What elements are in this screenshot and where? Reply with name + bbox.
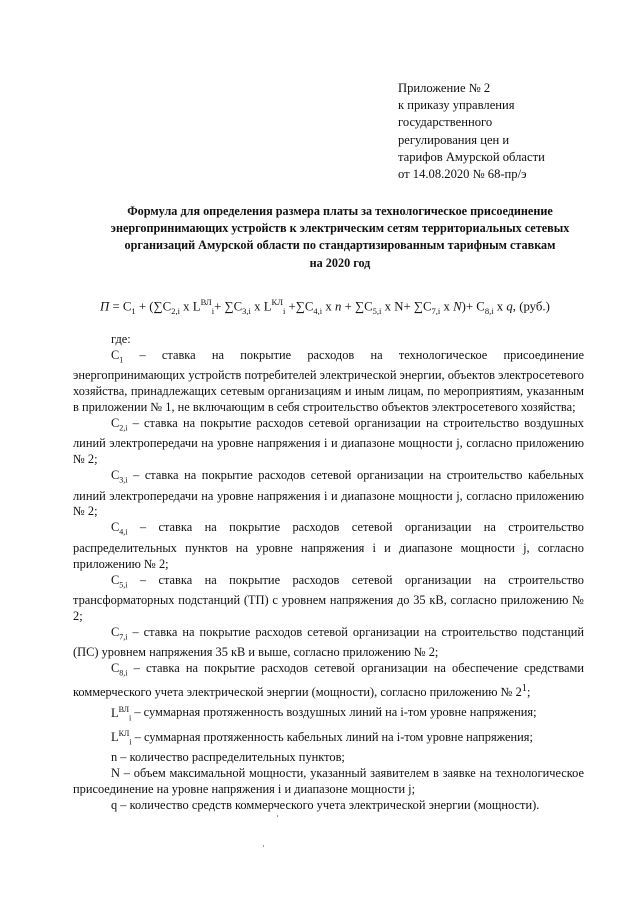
symbol-sub: 7,i xyxy=(119,632,128,642)
definition-text: – ставка на покрытие расходов сетевой организации на строительство трансформаторных подстанций (ТП) с уровнем напряжения до 35 кВ, согласно приложению № 2; xyxy=(73,572,584,623)
appendix-line: к приказу управления xyxy=(398,98,515,113)
where-label: где: xyxy=(111,332,131,346)
definition-text: – ставка на покрытие расходов сетевой организации на строительство кабельных линий электропередачи на уровне напряжения i и диапазоне мощности j, согласно приложению № 2; xyxy=(73,468,584,519)
formula-part: х L xyxy=(250,299,272,314)
formula-part: +∑C xyxy=(285,299,314,314)
formula-sub: 4,i xyxy=(313,305,323,316)
symbol: С xyxy=(111,661,120,676)
formula-part: + ∑C xyxy=(341,299,373,314)
definition-text: – суммарная протяженность воздушных линий на i-том уровне напряжения; xyxy=(131,705,537,720)
formula-sup: КЛ xyxy=(271,297,283,307)
definition-c4 xyxy=(73,520,584,572)
symbol: С xyxy=(111,347,120,362)
formula-sub: 3,i xyxy=(242,305,251,316)
title-line: энергопринимающих устройств к электрическим сетям территориальных сетевых xyxy=(110,221,570,236)
formula-part: + (∑C xyxy=(135,299,172,314)
footnote-mark: 1 xyxy=(521,683,527,695)
formula-part: )+ C xyxy=(461,299,485,314)
formula-var: q xyxy=(506,299,513,314)
appendix-line: тарифов Амурской области xyxy=(398,149,545,164)
formula-sub: 7,i xyxy=(431,305,441,316)
definition-q: q – количество средств коммерческого учета электрической энергии (мощности). xyxy=(111,798,540,813)
definition-c5 xyxy=(73,573,584,625)
formula-part: = C xyxy=(109,299,132,314)
definitions xyxy=(73,332,584,814)
scan-speck xyxy=(263,845,264,847)
definition-text: ; xyxy=(526,685,531,700)
symbol: С xyxy=(111,624,120,639)
symbol: L xyxy=(111,730,119,745)
formula-part: х xyxy=(493,299,507,314)
definition-text: – ставка на покрытие расходов сетевой организации на строительство воздушных линий электропередачи на уровне напряжения i и диапазоне мощности j, согласно приложению № 2; xyxy=(73,416,584,467)
appendix-header xyxy=(398,80,618,183)
formula-sub: i xyxy=(282,305,286,316)
definition-c3 xyxy=(73,468,584,520)
formula-part: х xyxy=(322,299,335,314)
formula-sub: 1 xyxy=(131,305,136,316)
symbol-sub: i xyxy=(129,737,132,747)
formula-part: х L xyxy=(179,299,201,314)
formula-part: , (руб.) xyxy=(512,299,550,314)
definition-c8 xyxy=(73,661,584,701)
formula-sup: ВЛ xyxy=(200,297,212,307)
definition-text: – ставка на покрытие расходов на технологическое присоединение энергопринимающих устройств потребителей электрической энергии, объектов электросетевого хозяйства, принадлежащих сетевым организациям и иным лицам, по мероприятиям, указанным в приложении № 1, не включающим в себя строительство объектов электросетевого хозяйства; xyxy=(73,347,584,415)
definition-text: – ставка на покрытие расходов сетевой организации на обеспечение средствами коммерческого учета электрической энергии (мощности), согласно приложению № 2 xyxy=(73,661,584,700)
definition-text: – суммарная протяженность кабельных линий на i-том уровне напряжения; xyxy=(131,730,533,745)
appendix-line: государственного xyxy=(398,115,493,130)
symbol-sub: 1 xyxy=(119,355,124,365)
definition-text: – ставка на покрытие расходов сетевой организации на строительство подстанций (ПС) уровнем напряжения 35 кВ и выше, согласно приложению № 2; xyxy=(73,624,584,660)
formula-part: х xyxy=(440,299,454,314)
symbol-sub: 8,i xyxy=(119,668,128,678)
symbol-sup: ВЛ xyxy=(118,704,130,714)
appendix-line: регулирования цен и xyxy=(398,132,510,147)
formula-var: n xyxy=(334,299,342,314)
symbol: С xyxy=(111,468,120,483)
formula-sub: 5,i xyxy=(372,305,382,316)
symbol-sub: 4,i xyxy=(119,527,128,537)
formula-sub: 8,i xyxy=(484,305,494,316)
definition-c1 xyxy=(73,348,584,416)
symbol: С xyxy=(111,416,120,430)
symbol: С xyxy=(111,572,120,587)
document-title xyxy=(60,203,620,272)
title-line: на 2020 год xyxy=(309,255,371,270)
definition-lkl xyxy=(73,726,584,751)
formula-lhs: П xyxy=(100,299,110,314)
title-line: организаций Амурской области по стандартизированным тарифным ставкам xyxy=(124,238,556,253)
definition-text: – ставка на покрытие расходов сетевой организации на строительство распределительных пунктов на уровне напряжения i и диапазоне мощности j, согласно приложению № 2; xyxy=(73,520,584,571)
formula-part: х N+ ∑C xyxy=(381,299,432,314)
definition-N: N – объем максимальной мощности, указанный заявителем в заявке на технологическое присоединение на уровне напряжения i и диапазоне мощности j; xyxy=(73,766,584,797)
formula-sub: 2,i xyxy=(171,305,180,316)
definition-lvl xyxy=(73,701,584,726)
symbol-sup: КЛ xyxy=(118,728,130,738)
formula-sub: i xyxy=(211,305,215,316)
fee-formula xyxy=(100,293,620,320)
appendix-line: Приложение № 2 xyxy=(398,81,491,95)
symbol-sub: 2,i xyxy=(119,423,128,433)
definition-c2 xyxy=(73,416,584,468)
definition-n: n – количество распределительных пунктов; xyxy=(111,750,345,765)
title-line: Формула для определения размера платы за технологическое присоединение xyxy=(127,204,553,218)
symbol: L xyxy=(111,705,119,720)
formula-part: + ∑C xyxy=(214,299,243,314)
symbol-sub: 3,i xyxy=(119,475,128,485)
appendix-line: от 14.08.2020 № 68-пр/э xyxy=(398,167,527,182)
symbol: С xyxy=(111,520,120,535)
scan-speck xyxy=(277,815,278,817)
definition-c7 xyxy=(73,625,584,661)
formula-var: N xyxy=(453,299,462,314)
symbol-sub: i xyxy=(129,713,132,723)
symbol-sub: 5,i xyxy=(119,580,128,590)
